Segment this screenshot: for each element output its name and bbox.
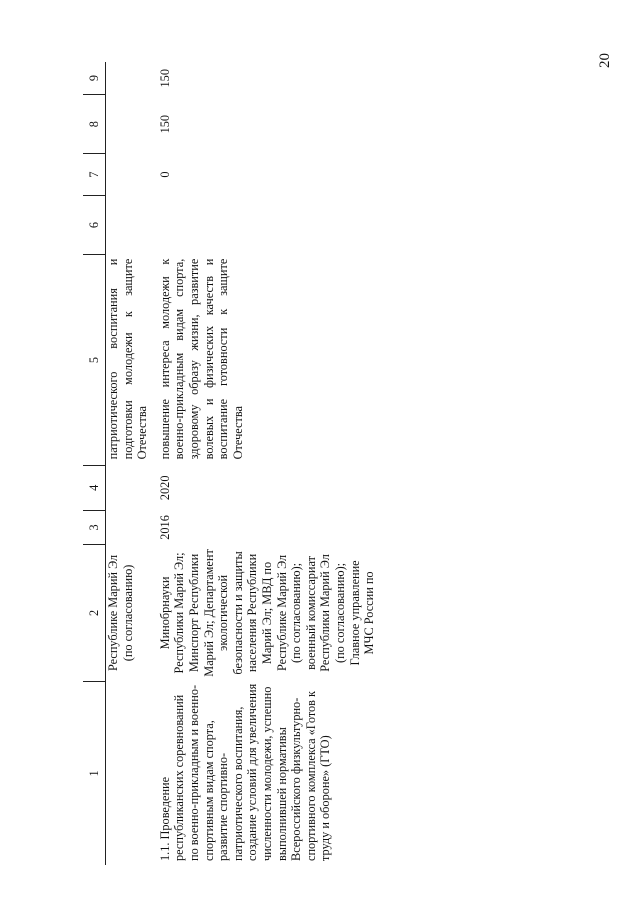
header-col-4: 4 xyxy=(83,465,106,510)
header-col-1: 1 xyxy=(83,681,106,865)
executors-list: Минобрнауки Республики Марий Эл; Минспорт Республики Марий Эл; Департамент экологической безопасности и защиты населения Республики Марий Эл; МВД по Республике Марий Эл (по согласованию); военный комиссариат Республики Марий Эл (по согласованию); Главное управление МЧС России по xyxy=(157,549,377,677)
continuation-executors: Республике Марий Эл (по согласованию) xyxy=(106,554,135,672)
value-col-8: 150 xyxy=(157,114,172,134)
expected-result: повышение интереса молодежи к военно-прикладным видам спорта, здоровому образу жизни, развитие волевых и физических качеств и воспитание готовности к защите Отечества xyxy=(157,258,245,460)
header-col-5: 5 xyxy=(83,255,106,466)
start-year: 2016 xyxy=(157,515,172,540)
rotated-table-container xyxy=(83,62,529,865)
page-number: 20 xyxy=(597,53,613,68)
header-col-7: 7 xyxy=(83,154,106,195)
program-table xyxy=(83,62,377,865)
continuation-row xyxy=(106,62,150,865)
value-col-9: 150 xyxy=(157,69,172,88)
value-col-6 xyxy=(158,195,377,254)
table-row-1-1 xyxy=(158,62,377,865)
continuation-col-1 xyxy=(106,681,150,865)
end-year: 2020 xyxy=(157,475,172,501)
continuation-result: патриотического воспитания и подготовки молодежи к защите Отечества xyxy=(106,258,150,460)
activity-description: 1.1. Проведение республиканских соревнований по военно-прикладным и военно-спортивным видам спорта, развитие спортивно-патриотического воспитания, создание условий для увеличения численности молодежи, успешно выполнившей нормативы Всероссийского физкультурно-спортивного комплекса «Готов к труду и обороне» (ГТО) xyxy=(157,683,333,861)
value-col-7: 0 xyxy=(157,171,172,178)
header-col-9: 9 xyxy=(83,62,106,94)
header-col-8: 8 xyxy=(83,94,106,153)
header-row xyxy=(83,62,106,865)
header-col-2: 2 xyxy=(83,545,106,682)
header-col-6: 6 xyxy=(83,195,106,254)
header-col-3: 3 xyxy=(83,510,106,544)
